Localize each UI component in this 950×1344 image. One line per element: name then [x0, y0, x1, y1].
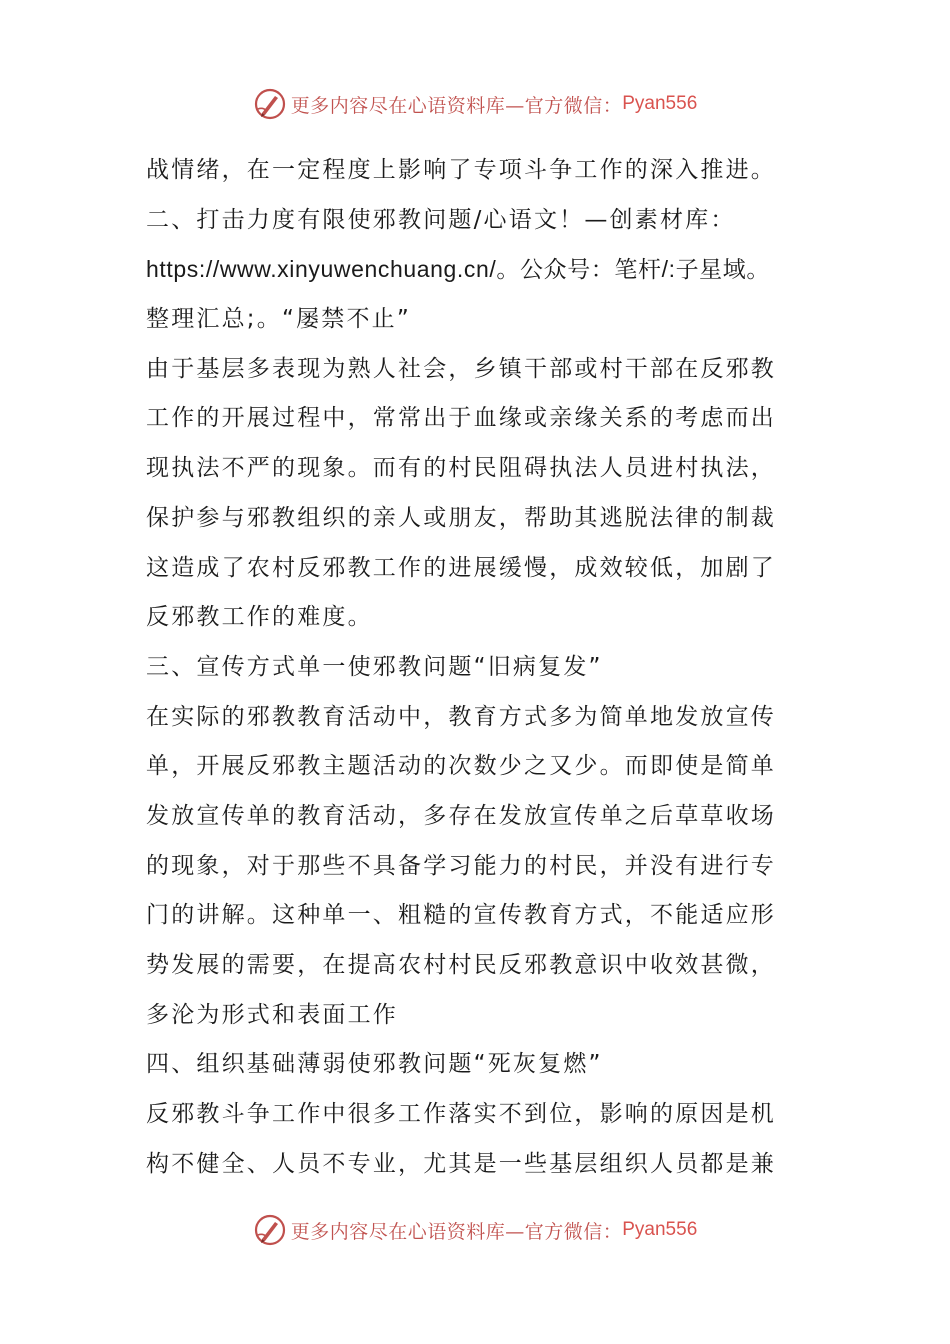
header-banner-wechat-id: Pyan556 [622, 93, 698, 114]
text-line: 这造成了农村反邪教工作的进展缓慢，成效较低，加剧了 [146, 554, 776, 581]
text-line: 多沦为形式和表面工作 [146, 1001, 398, 1028]
text-line: 工作的开展过程中，常常出于血缘或亲缘关系的考虑而出 [146, 405, 776, 432]
section-heading: 三、宣传方式单一使邪教问题“旧病复发” [146, 653, 603, 680]
text-line: 反邪教工作的难度。 [146, 604, 373, 631]
text-line: 势发展的需要，在提高农村村民反邪教意识中收效甚微， [146, 952, 776, 978]
text-line: 发放宣传单的教育活动，多存在发放宣传单之后草草收场 [146, 802, 776, 829]
text-line: 战情绪，在一定程度上影响了专项斗争工作的深入推进。 [146, 157, 776, 183]
header-banner-text: 更多内容尽在心语资料库—官方微信： [290, 94, 623, 117]
footer-banner [0, 1210, 950, 1250]
footer-banner-wechat-id: Pyan556 [622, 1219, 698, 1240]
header-banner [0, 84, 950, 124]
text-line: 构不健全、人员不专业，尤其是一些基层组织人员都是兼 [146, 1150, 776, 1177]
section-heading: 四、组织基础薄弱使邪教问题“死灰复燃” [146, 1051, 603, 1078]
pen-logo-icon [253, 1213, 287, 1247]
text-line-url: https://www.xinyuwenchuang.cn/。公众号：笔杆/:子星域。 [146, 256, 770, 283]
text-line: 的现象，对于那些不具备学习能力的村民，并没有进行专 [146, 852, 776, 879]
section-heading: 二、打击力度有限使邪教问题/心语文！—创素材库： [146, 206, 736, 233]
text-line: 单，开展反邪教主题活动的次数少之又少。而即使是简单 [146, 753, 776, 780]
text-line: 现执法不严的现象。而有的村民阻碍执法人员进村执法， [146, 455, 776, 482]
text-line: 由于基层多表现为熟人社会，乡镇干部或村干部在反邪教 [146, 355, 776, 382]
document-body [146, 146, 816, 1189]
text-line: 保护参与邪教组织的亲人或朋友，帮助其逃脱法律的制裁 [146, 504, 776, 531]
pen-logo-icon [253, 87, 287, 121]
text-line: 整理汇总;。“屡禁不止” [146, 306, 411, 333]
text-line: 门的讲解。这种单一、粗糙的宣传教育方式，不能适应形 [146, 902, 776, 929]
text-line: 在实际的邪教教育活动中，教育方式多为简单地发放宣传 [146, 703, 776, 730]
text-line: 反邪教斗争工作中很多工作落实不到位，影响的原因是机 [146, 1101, 776, 1128]
footer-banner-text: 更多内容尽在心语资料库—官方微信： [290, 1220, 623, 1243]
